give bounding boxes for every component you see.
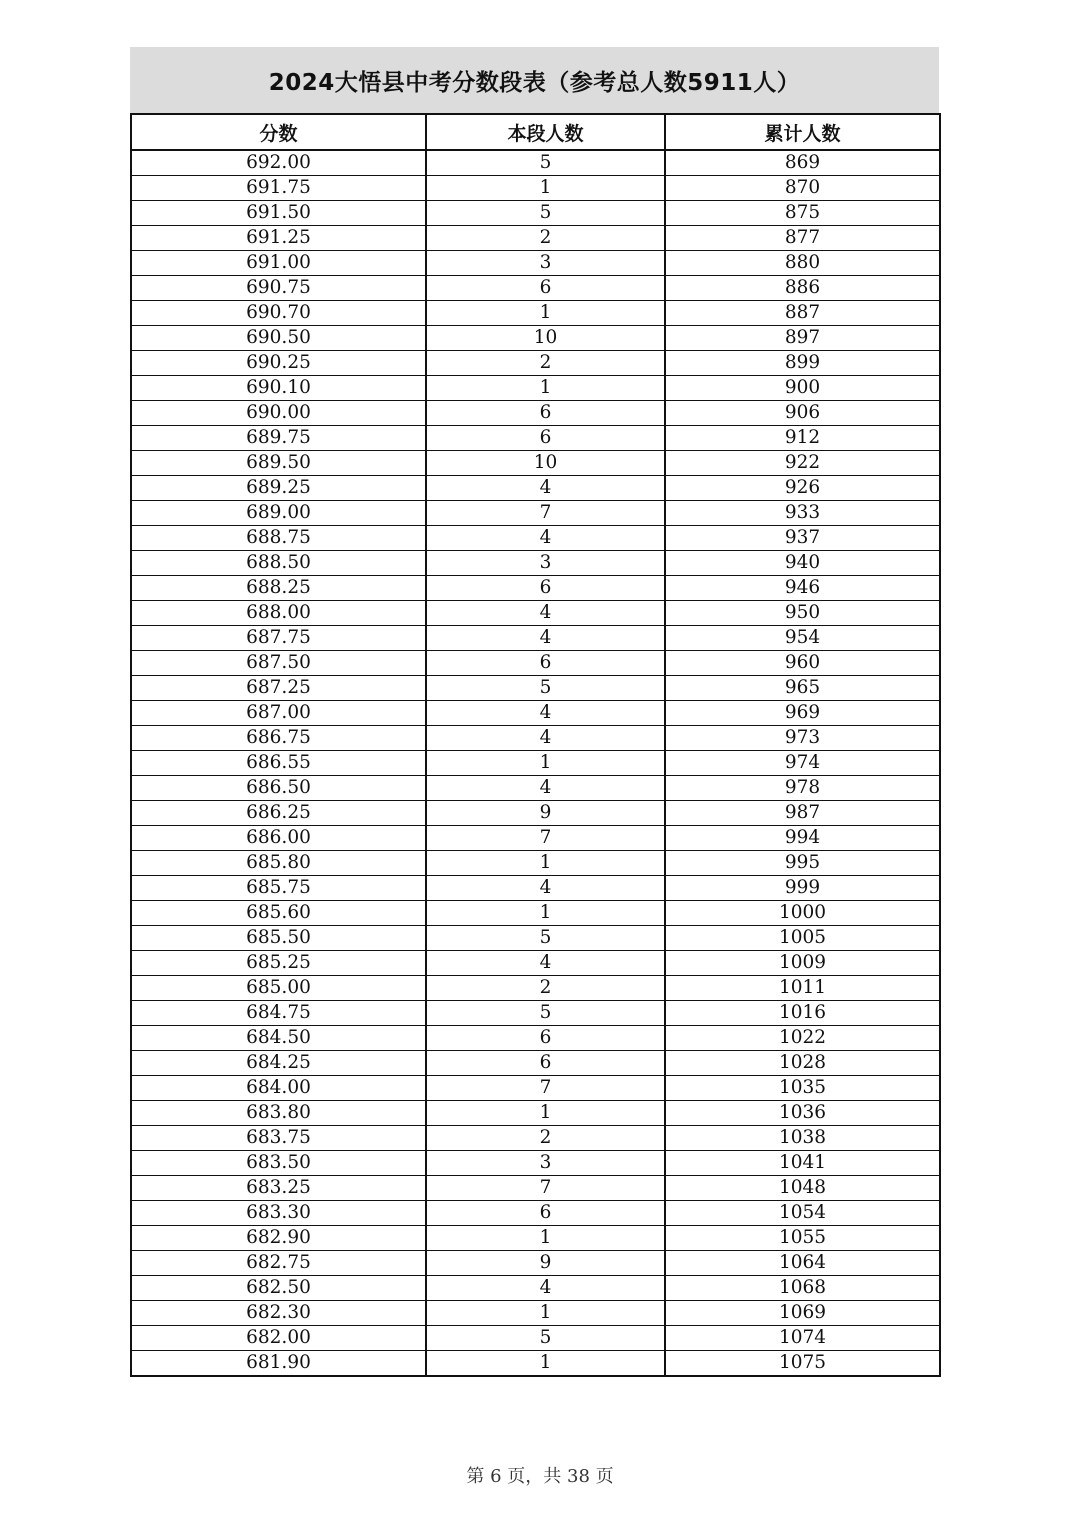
table-row — [131, 576, 940, 601]
segment-count-cell: 6 — [426, 426, 665, 451]
cumulative-count-cell: 1075 — [665, 1351, 940, 1377]
table-row — [131, 476, 940, 501]
cumulative-count-cell: 946 — [665, 576, 940, 601]
table-row — [131, 1301, 940, 1326]
segment-count-cell: 6 — [426, 576, 665, 601]
table-row — [131, 1026, 940, 1051]
score-cell: 685.60 — [131, 901, 426, 926]
cumulative-count-cell: 940 — [665, 551, 940, 576]
score-cell: 685.25 — [131, 951, 426, 976]
cumulative-count-cell: 1048 — [665, 1176, 940, 1201]
cumulative-count-cell: 1011 — [665, 976, 940, 1001]
score-cell: 683.25 — [131, 1176, 426, 1201]
score-cell: 692.00 — [131, 150, 426, 176]
score-cell: 690.25 — [131, 351, 426, 376]
table-row — [131, 951, 940, 976]
cumulative-count-cell: 1000 — [665, 901, 940, 926]
segment-count-cell: 1 — [426, 1351, 665, 1377]
segment-count-cell: 1 — [426, 901, 665, 926]
score-cell: 686.50 — [131, 776, 426, 801]
score-cell: 689.50 — [131, 451, 426, 476]
cumulative-count-cell: 877 — [665, 226, 940, 251]
segment-count-cell: 5 — [426, 150, 665, 176]
cumulative-count-cell: 880 — [665, 251, 940, 276]
segment-count-cell: 7 — [426, 1176, 665, 1201]
table-row — [131, 201, 940, 226]
table-row — [131, 1176, 940, 1201]
segment-count-cell: 9 — [426, 801, 665, 826]
table-row — [131, 826, 940, 851]
cumulative-count-cell: 869 — [665, 150, 940, 176]
score-cell: 683.80 — [131, 1101, 426, 1126]
segment-count-cell: 7 — [426, 1076, 665, 1101]
segment-count-cell: 2 — [426, 351, 665, 376]
score-cell: 682.75 — [131, 1251, 426, 1276]
segment-count-cell: 4 — [426, 476, 665, 501]
table-row — [131, 226, 940, 251]
table-row — [131, 851, 940, 876]
table-row — [131, 326, 940, 351]
score-cell: 685.00 — [131, 976, 426, 1001]
cumulative-count-cell: 900 — [665, 376, 940, 401]
score-cell: 686.00 — [131, 826, 426, 851]
score-cell: 682.00 — [131, 1326, 426, 1351]
segment-count-cell: 6 — [426, 276, 665, 301]
score-cell: 687.50 — [131, 651, 426, 676]
table-row — [131, 751, 940, 776]
cumulative-count-cell: 899 — [665, 351, 940, 376]
segment-count-cell: 6 — [426, 651, 665, 676]
segment-count-cell: 4 — [426, 726, 665, 751]
table-row — [131, 926, 940, 951]
segment-count-cell: 4 — [426, 951, 665, 976]
table-row — [131, 1051, 940, 1076]
table-row — [131, 801, 940, 826]
table-row — [131, 1151, 940, 1176]
score-cell: 682.30 — [131, 1301, 426, 1326]
cumulative-count-cell: 1028 — [665, 1051, 940, 1076]
table-row — [131, 376, 940, 401]
table-row — [131, 726, 940, 751]
table-row — [131, 501, 940, 526]
table-row — [131, 426, 940, 451]
cumulative-count-cell: 1069 — [665, 1301, 940, 1326]
score-cell: 688.75 — [131, 526, 426, 551]
segment-count-cell: 3 — [426, 251, 665, 276]
table-row — [131, 1251, 940, 1276]
segment-count-cell: 10 — [426, 326, 665, 351]
table-row — [131, 526, 940, 551]
cumulative-count-cell: 1005 — [665, 926, 940, 951]
segment-count-cell: 6 — [426, 1026, 665, 1051]
score-cell: 690.10 — [131, 376, 426, 401]
cumulative-count-cell: 950 — [665, 601, 940, 626]
cumulative-count-cell: 994 — [665, 826, 940, 851]
cumulative-count-cell: 1038 — [665, 1126, 940, 1151]
cumulative-count-cell: 886 — [665, 276, 940, 301]
segment-count-cell: 6 — [426, 1201, 665, 1226]
score-cell: 691.25 — [131, 226, 426, 251]
segment-count-cell: 1 — [426, 376, 665, 401]
segment-count-cell: 4 — [426, 776, 665, 801]
segment-count-cell: 5 — [426, 201, 665, 226]
score-cell: 682.50 — [131, 1276, 426, 1301]
cumulative-count-cell: 912 — [665, 426, 940, 451]
score-table-sheet — [130, 47, 939, 1377]
score-cell: 690.50 — [131, 326, 426, 351]
score-cell: 686.55 — [131, 751, 426, 776]
score-cell: 684.75 — [131, 1001, 426, 1026]
segment-count-cell: 6 — [426, 1051, 665, 1076]
score-cell: 690.70 — [131, 301, 426, 326]
segment-count-cell: 2 — [426, 226, 665, 251]
score-cell: 689.25 — [131, 476, 426, 501]
cumulative-count-cell: 1068 — [665, 1276, 940, 1301]
table-row — [131, 1076, 940, 1101]
score-cell: 683.75 — [131, 1126, 426, 1151]
table-row — [131, 351, 940, 376]
cumulative-count-cell: 1036 — [665, 1101, 940, 1126]
table-header-row — [131, 114, 940, 150]
table-row — [131, 1351, 940, 1377]
segment-count-cell: 4 — [426, 526, 665, 551]
table-row — [131, 551, 940, 576]
score-cell: 687.00 — [131, 701, 426, 726]
score-cell: 690.00 — [131, 401, 426, 426]
cumulative-count-cell: 887 — [665, 301, 940, 326]
cumulative-count-cell: 922 — [665, 451, 940, 476]
score-cell: 684.25 — [131, 1051, 426, 1076]
cumulative-count-cell: 954 — [665, 626, 940, 651]
cumulative-count-cell: 960 — [665, 651, 940, 676]
cumulative-count-cell: 875 — [665, 201, 940, 226]
cumulative-count-cell: 1016 — [665, 1001, 940, 1026]
cumulative-count-cell: 937 — [665, 526, 940, 551]
cumulative-count-cell: 999 — [665, 876, 940, 901]
segment-count-cell: 4 — [426, 626, 665, 651]
table-row — [131, 676, 940, 701]
cumulative-count-cell: 1041 — [665, 1151, 940, 1176]
cumulative-count-cell: 933 — [665, 501, 940, 526]
score-cell: 685.50 — [131, 926, 426, 951]
segment-count-cell: 4 — [426, 1276, 665, 1301]
cumulative-count-cell: 870 — [665, 176, 940, 201]
score-cell: 688.00 — [131, 601, 426, 626]
score-cell: 688.50 — [131, 551, 426, 576]
score-cell: 689.75 — [131, 426, 426, 451]
cumulative-count-cell: 1054 — [665, 1201, 940, 1226]
table-row — [131, 876, 940, 901]
score-cell: 689.00 — [131, 501, 426, 526]
table-row — [131, 1226, 940, 1251]
segment-count-cell: 6 — [426, 401, 665, 426]
cumulative-count-cell: 973 — [665, 726, 940, 751]
table-row — [131, 776, 940, 801]
table-row — [131, 601, 940, 626]
segment-count-cell: 10 — [426, 451, 665, 476]
score-cell: 690.75 — [131, 276, 426, 301]
segment-count-cell: 5 — [426, 1001, 665, 1026]
table-row — [131, 150, 940, 176]
score-cell: 682.90 — [131, 1226, 426, 1251]
table-row — [131, 1001, 940, 1026]
table-row — [131, 901, 940, 926]
cumulative-count-cell: 1074 — [665, 1326, 940, 1351]
segment-count-cell: 1 — [426, 1226, 665, 1251]
table-row — [131, 276, 940, 301]
score-cell: 683.50 — [131, 1151, 426, 1176]
cumulative-count-cell: 1009 — [665, 951, 940, 976]
table-row — [131, 301, 940, 326]
column-header-score: 分数 — [131, 114, 426, 150]
table-row — [131, 1326, 940, 1351]
column-header-cumulative-count: 累计人数 — [665, 114, 940, 150]
cumulative-count-cell: 1055 — [665, 1226, 940, 1251]
segment-count-cell: 5 — [426, 926, 665, 951]
segment-count-cell: 1 — [426, 751, 665, 776]
table-row — [131, 976, 940, 1001]
cumulative-count-cell: 1064 — [665, 1251, 940, 1276]
score-cell: 691.00 — [131, 251, 426, 276]
table-row — [131, 451, 940, 476]
segment-count-cell: 7 — [426, 826, 665, 851]
segment-count-cell: 2 — [426, 976, 665, 1001]
segment-count-cell: 1 — [426, 176, 665, 201]
segment-count-cell: 7 — [426, 501, 665, 526]
cumulative-count-cell: 1022 — [665, 1026, 940, 1051]
table-row — [131, 1101, 940, 1126]
segment-count-cell: 3 — [426, 1151, 665, 1176]
score-cell: 683.30 — [131, 1201, 426, 1226]
segment-count-cell: 1 — [426, 1301, 665, 1326]
table-row — [131, 701, 940, 726]
segment-count-cell: 4 — [426, 876, 665, 901]
table-row — [131, 401, 940, 426]
table-row — [131, 1276, 940, 1301]
cumulative-count-cell: 906 — [665, 401, 940, 426]
cumulative-count-cell: 897 — [665, 326, 940, 351]
cumulative-count-cell: 969 — [665, 701, 940, 726]
score-cell: 687.75 — [131, 626, 426, 651]
segment-count-cell: 5 — [426, 1326, 665, 1351]
cumulative-count-cell: 974 — [665, 751, 940, 776]
segment-count-cell: 4 — [426, 601, 665, 626]
table-row — [131, 626, 940, 651]
score-cell: 686.75 — [131, 726, 426, 751]
score-cell: 688.25 — [131, 576, 426, 601]
score-cell: 686.25 — [131, 801, 426, 826]
cumulative-count-cell: 987 — [665, 801, 940, 826]
score-cell: 684.50 — [131, 1026, 426, 1051]
cumulative-count-cell: 1035 — [665, 1076, 940, 1101]
segment-count-cell: 2 — [426, 1126, 665, 1151]
segment-count-cell: 4 — [426, 701, 665, 726]
table-row — [131, 651, 940, 676]
score-cell: 684.00 — [131, 1076, 426, 1101]
table-row — [131, 176, 940, 201]
cumulative-count-cell: 926 — [665, 476, 940, 501]
score-cell: 681.90 — [131, 1351, 426, 1377]
table-row — [131, 251, 940, 276]
page-footer: 第 6 页，共 38 页 — [466, 1466, 614, 1487]
score-cell: 691.75 — [131, 176, 426, 201]
score-cell: 685.80 — [131, 851, 426, 876]
table-row — [131, 1201, 940, 1226]
score-cell: 685.75 — [131, 876, 426, 901]
segment-count-cell: 1 — [426, 851, 665, 876]
cumulative-count-cell: 978 — [665, 776, 940, 801]
table-title: 2024大悟县中考分数段表（参考总人数5911人） — [130, 47, 939, 113]
segment-count-cell: 1 — [426, 301, 665, 326]
segment-count-cell: 5 — [426, 676, 665, 701]
score-cell: 687.25 — [131, 676, 426, 701]
table-body — [131, 150, 940, 1376]
score-distribution-table — [130, 113, 941, 1377]
score-cell: 691.50 — [131, 201, 426, 226]
table-row — [131, 1126, 940, 1151]
segment-count-cell: 3 — [426, 551, 665, 576]
segment-count-cell: 1 — [426, 1101, 665, 1126]
cumulative-count-cell: 995 — [665, 851, 940, 876]
segment-count-cell: 9 — [426, 1251, 665, 1276]
column-header-segment-count: 本段人数 — [426, 114, 665, 150]
cumulative-count-cell: 965 — [665, 676, 940, 701]
